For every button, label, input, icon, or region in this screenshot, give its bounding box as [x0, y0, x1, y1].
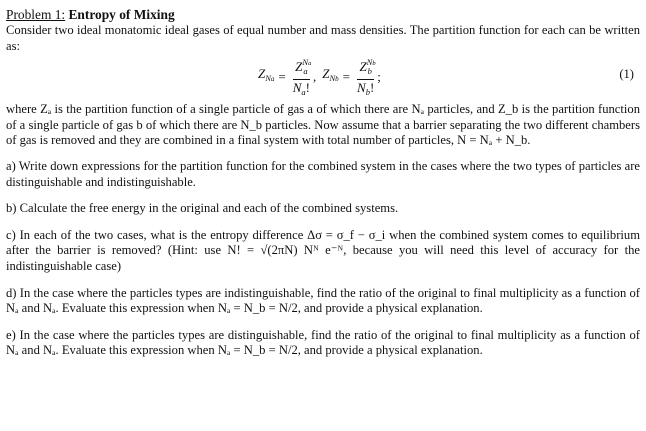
intro-paragraph: Consider two ideal monatomic ideal gases of equal number and mass densities. The partition function for each can be written as: [6, 23, 640, 53]
question-a: a) Write down expressions for the partition function for the combined system in the cases where the two types of particles are distinguishable and indistinguishable. [6, 158, 640, 189]
question-c: c) In each of the two cases, what is the entropy difference Δσ = σ_f − σ_i when the combined system comes to equilibrium after the barrier is removed? (Hint: use N! = √(2πN) Nᴺ e⁻ᴺ, because you will need this level of accuracy for the indistinguishable case) [6, 227, 640, 273]
eq-equals-a: = [278, 69, 286, 85]
question-b: b) Calculate the free energy in the original and each of the combined systems. [6, 201, 399, 216]
eq-lhs-a: $Z_{Na}$ [258, 66, 275, 84]
eq-terminator: ; [377, 69, 381, 85]
problem-heading [6, 7, 640, 23]
eq-fraction-b: $\frac{Z^{Nb}_b}{N_b!}$ [357, 54, 374, 100]
question-e: e) In the case where the particles types are distinguishable, find the ratio of the original to final multiplicity as a function of Nₐ and Nₐ. Evaluate this expression when Nₐ = N_b = N/2, and provide a physical explanation. [6, 327, 640, 358]
question-d: d) In the case where the particles types are indistinguishable, find the ratio of the original to final multiplicity as a function of Nₐ and Nₐ. Evaluate this expression when Nₐ = N_b = N/2, and provide a physical explanation. [6, 285, 640, 316]
description-paragraph: where Zₐ is the partition function of a single particle of gas a of which there are Nₐ particles, and Z_b is the partition function of a single particle of gas b of which there are N_b particles. Now assume that a barrier separating the two different chambers of gas is removed and they are combined in a final system with total number of particles, N = Nₐ + N_b. [6, 102, 640, 148]
eq-equals-b: = [342, 69, 351, 85]
equation-number: (1) [619, 67, 634, 82]
eq-separator: , [313, 69, 317, 85]
problem-title: Entropy of Mixing [68, 7, 175, 22]
eq-fraction-a: $\frac{Z^{Na}_a}{N_a!}$ [293, 54, 310, 100]
partition-function-equation [6, 54, 640, 102]
problem-label: Problem 1: [6, 7, 66, 22]
eq-lhs-b: $Z_{Nb}$ [322, 66, 339, 84]
